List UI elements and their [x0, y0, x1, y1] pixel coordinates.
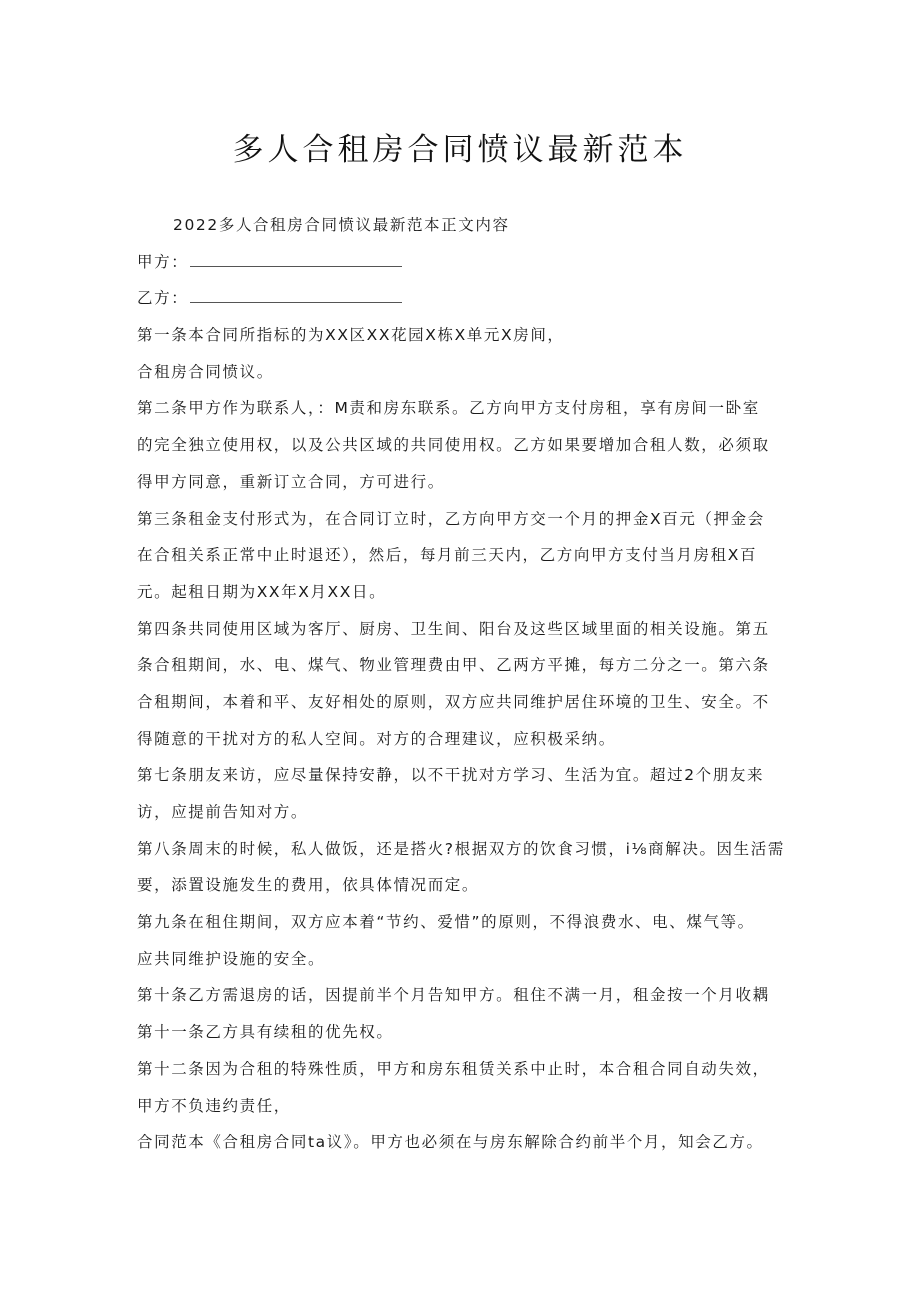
body-line: 得甲方同意，重新订立合同，方可进行。: [137, 472, 445, 491]
body-line: 甲方不负违约责任，: [137, 1096, 291, 1115]
body-line: 访，应提前告知对方。: [137, 803, 309, 821]
body-line: 的完全独立使用权，以及公共区域的共同使用权。乙方如果要增加合租人数，必须取: [137, 436, 770, 455]
party-b-blank: [190, 289, 402, 303]
body-line: 第一条本合同所指标的为XX区XX花园X栋X单元X房间，: [137, 326, 565, 345]
body-line: 第九条在租住期间，双方应本着“节约、爱惜”的原则，不得浪费水、电、煤气等。: [137, 913, 755, 932]
body-line: 元。起租日期为XX年X月XX日。: [137, 582, 387, 601]
document-subtitle: 2022多人合租房合同愤议最新范本正文内容: [173, 216, 510, 234]
body-line: 第十二条因为合租的特殊性质，甲方和房东租赁关系中止时，本合租合同自动失效，: [137, 1059, 770, 1078]
body-line: 第三条租金支付形式为，在合同订立时，乙方向甲方交一个月的押金X百元（押金会: [137, 509, 765, 528]
body-line: 应共同维护设施的安全。: [137, 949, 326, 968]
document-body: [137, 207, 787, 1161]
party-b-label: 乙方：: [137, 289, 189, 308]
document-title: 多人合租房合同愤议最新范本: [232, 132, 688, 168]
body-line: 第十条乙方需退房的话，因提前半个月告知甲方。租住不满一月，租金按一个月收耦: [137, 986, 770, 1005]
body-line: 第八条周末的时候，私人做饭，还是搭火?根据双方的饮食习惯，i⅛商解决。因生活需: [137, 839, 785, 858]
body-line: 第二条甲方作为联系人，：M责和房东联系。乙方向甲方支付房租，享有房间一卧室: [137, 399, 760, 418]
body-line: 第七条朋友来访，应尽量保持安静，以不干扰对方学习、生活为宜。超过2个朋友来: [137, 766, 765, 785]
body-line: 得随意的干扰对方的私人空间。对方的合理建议，应积极采纳。: [137, 729, 616, 748]
body-line: 合租房合同愤议。: [137, 362, 274, 381]
body-line: 要，添置设施发生的费用，依具体情况而定。: [137, 876, 480, 895]
party-a-line: [137, 244, 787, 281]
body-line: 条合租期间，水、电、煤气、物业管理费由甲、乙两方平摊，每方二分之一。第六条: [137, 656, 770, 675]
body-line: 合租期间，本着和平、友好相处的原则，双方应共同维护居住环境的卫生、安全。不: [137, 692, 770, 711]
body-line: 第四条共同使用区域为客厅、厨房、卫生间、阳台及这些区域里面的相关设施。第五: [137, 619, 770, 638]
party-b-line: [137, 280, 787, 317]
body-line: 第十一条乙方具有续租的优先权。: [137, 1023, 394, 1042]
party-a-label: 甲方：: [137, 252, 189, 271]
body-line: 合同范本《合租房合同ta议》。甲方也必须在与房东解除合约前半个月，知会乙方。: [137, 1133, 764, 1152]
party-a-blank: [190, 253, 402, 267]
body-line: 在合租关系正常中止时退还），然后，每月前三天内，乙方向甲方支付当月房租X百: [137, 546, 758, 565]
